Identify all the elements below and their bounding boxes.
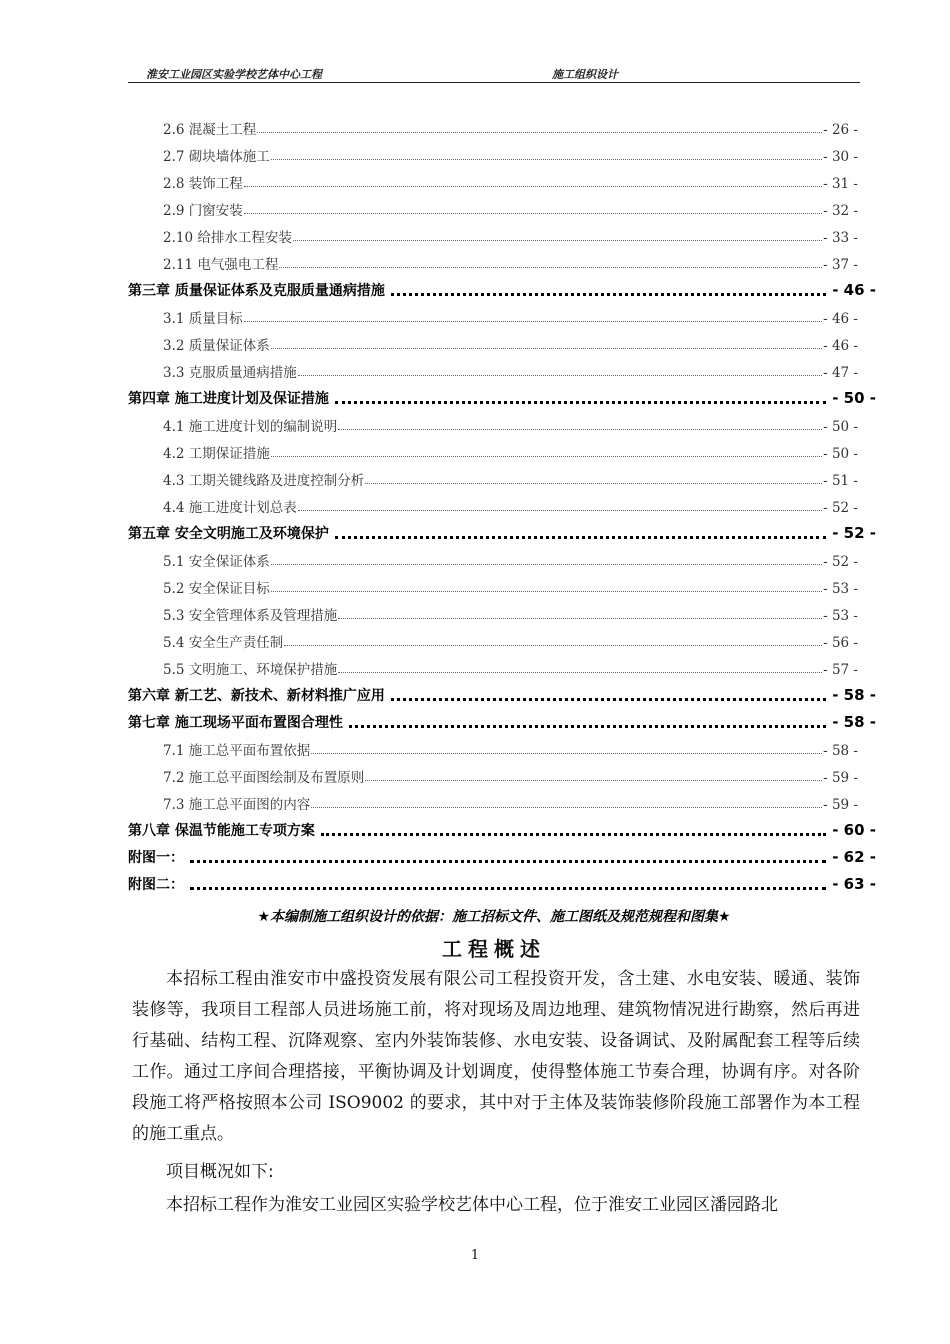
toc-entry-title: 5.4 安全生产责任制 (163, 635, 284, 651)
toc-leader-dots (190, 876, 826, 890)
toc-entry-page: - 33 - (823, 230, 858, 246)
toc-section-entry[interactable] (128, 793, 858, 820)
table-of-contents (128, 118, 876, 901)
toc-entry-title: 附图二： (128, 877, 184, 893)
toc-entry-title: 第四章 施工进度计划及保证措施 (128, 391, 329, 407)
project-overview-subhead: 项目概况如下: (166, 1162, 274, 1182)
toc-chapter-entry[interactable] (128, 820, 876, 847)
toc-entry-page: - 51 - (823, 473, 858, 489)
toc-entry-title: 7.3 施工总平面图的内容 (163, 797, 311, 813)
toc-entry-title: 3.1 质量目标 (163, 311, 243, 327)
toc-chapter-entry[interactable] (128, 280, 876, 307)
toc-entry-page: - 30 - (823, 149, 858, 165)
toc-entry-title: 第八章 保温节能施工专项方案 (128, 823, 315, 839)
toc-entry-title: 5.3 安全管理体系及管理措施 (163, 608, 338, 624)
toc-entry-title: 2.7 砌块墙体施工 (163, 149, 270, 165)
toc-chapter-entry[interactable] (128, 712, 876, 739)
toc-entry-title: 5.2 安全保证目标 (163, 581, 270, 597)
toc-leader-dots (190, 849, 826, 863)
toc-leader-dots (311, 743, 822, 754)
toc-section-entry[interactable] (128, 604, 858, 631)
toc-entry-page: - 50 - (832, 389, 876, 407)
toc-section-entry[interactable] (128, 415, 858, 442)
toc-entry-title: 4.2 工期保证措施 (163, 446, 270, 462)
toc-leader-dots (284, 635, 822, 646)
toc-entry-page: - 57 - (823, 662, 858, 678)
toc-section-entry[interactable] (128, 145, 858, 172)
toc-section-entry[interactable] (128, 226, 858, 253)
toc-entry-page: - 50 - (823, 419, 858, 435)
toc-entry-title: 2.6 混凝土工程 (163, 122, 257, 138)
toc-leader-dots (338, 662, 822, 673)
header-doc-type: 施工组织设计 (552, 68, 618, 81)
toc-entry-title: 2.11 电气强电工程 (163, 257, 279, 273)
toc-entry-page: - 46 - (832, 281, 876, 299)
toc-entry-title: 3.3 克服质量通病措施 (163, 365, 297, 381)
toc-section-entry[interactable] (128, 577, 858, 604)
toc-section-entry[interactable] (128, 334, 858, 361)
toc-entry-title: 第五章 安全文明施工及环境保护 (128, 526, 329, 542)
toc-entry-page: - 62 - (832, 848, 876, 866)
toc-chapter-entry[interactable] (128, 874, 876, 901)
toc-entry-title: 4.1 施工进度计划的编制说明 (163, 419, 338, 435)
toc-leader-dots (365, 473, 822, 484)
toc-section-entry[interactable] (128, 658, 858, 685)
toc-entry-page: - 58 - (823, 743, 858, 759)
toc-leader-dots (335, 525, 826, 539)
toc-leader-dots (293, 230, 822, 241)
toc-entry-page: - 47 - (823, 365, 858, 381)
toc-chapter-entry[interactable] (128, 388, 876, 415)
toc-chapter-entry[interactable] (128, 847, 876, 874)
toc-section-entry[interactable] (128, 496, 858, 523)
toc-section-entry[interactable] (128, 361, 858, 388)
toc-leader-dots (271, 338, 822, 349)
overview-body (132, 964, 860, 1150)
toc-chapter-entry[interactable] (128, 685, 876, 712)
toc-entry-page: - 56 - (823, 635, 858, 651)
toc-entry-page: - 58 - (832, 686, 876, 704)
toc-entry-title: 2.9 门窗安装 (163, 203, 243, 219)
toc-entry-page: - 58 - (832, 713, 876, 731)
toc-entry-title: 第三章 质量保证体系及克服质量通病措施 (128, 283, 385, 299)
toc-leader-dots (365, 770, 822, 781)
toc-entry-title: 4.3 工期关键线路及进度控制分析 (163, 473, 365, 489)
toc-entry-title: 2.10 给排水工程安装 (163, 230, 292, 246)
section-title: 工程概述 (442, 937, 546, 961)
toc-leader-dots (338, 419, 822, 430)
toc-entry-page: - 37 - (823, 257, 858, 273)
toc-entry-title: 3.2 质量保证体系 (163, 338, 270, 354)
toc-entry-page: - 52 - (823, 500, 858, 516)
toc-section-entry[interactable] (128, 199, 858, 226)
toc-entry-title: 第七章 施工现场平面布置图合理性 (128, 715, 343, 731)
toc-entry-title: 7.2 施工总平面图绘制及布置原则 (163, 770, 365, 786)
toc-leader-dots (257, 122, 822, 133)
toc-section-entry[interactable] (128, 442, 858, 469)
toc-entry-title: 7.1 施工总平面布置依据 (163, 743, 311, 759)
toc-entry-page: - 52 - (823, 554, 858, 570)
toc-leader-dots (271, 581, 822, 592)
toc-entry-page: - 53 - (823, 581, 858, 597)
toc-section-entry[interactable] (128, 631, 858, 658)
toc-entry-page: - 26 - (823, 122, 858, 138)
toc-section-entry[interactable] (128, 118, 858, 145)
toc-entry-page: - 53 - (823, 608, 858, 624)
toc-entry-title: 2.8 装饰工程 (163, 176, 243, 192)
toc-leader-dots (244, 176, 822, 187)
toc-entry-page: - 50 - (823, 446, 858, 462)
toc-section-entry[interactable] (128, 307, 858, 334)
toc-section-entry[interactable] (128, 766, 858, 793)
toc-leader-dots (244, 203, 822, 214)
toc-leader-dots (311, 797, 822, 808)
toc-leader-dots (335, 390, 826, 404)
toc-leader-dots (244, 311, 822, 322)
toc-leader-dots (338, 608, 822, 619)
toc-leader-dots (391, 687, 826, 701)
toc-entry-page: - 46 - (823, 338, 858, 354)
page-number: 1 (470, 1248, 480, 1263)
toc-chapter-entry[interactable] (128, 523, 876, 550)
toc-entry-page: - 46 - (823, 311, 858, 327)
toc-entry-title: 5.5 文明施工、环境保护措施 (163, 662, 338, 678)
toc-leader-dots (321, 822, 826, 836)
toc-leader-dots (298, 500, 822, 511)
toc-leader-dots (279, 257, 822, 268)
toc-entry-page: - 60 - (832, 821, 876, 839)
toc-entry-page: - 31 - (823, 176, 858, 192)
toc-section-entry[interactable] (128, 172, 858, 199)
toc-entry-page: - 52 - (832, 524, 876, 542)
toc-entry-page: - 59 - (823, 770, 858, 786)
toc-section-entry[interactable] (128, 469, 858, 496)
toc-leader-dots (349, 714, 826, 728)
overview-paragraph-2: 本招标工程作为淮安工业园区实验学校艺体中心工程，位于淮安工业园区潘园路北 (166, 1195, 778, 1215)
page-header (128, 66, 860, 82)
toc-leader-dots (271, 554, 822, 565)
toc-leader-dots (271, 149, 822, 160)
toc-entry-page: - 32 - (823, 203, 858, 219)
toc-entry-page: - 59 - (823, 797, 858, 813)
toc-section-entry[interactable] (128, 739, 858, 766)
toc-entry-title: 附图一： (128, 850, 184, 866)
overview-paragraph: 本招标工程由淮安市中盛投资发展有限公司工程投资开发，含土建、水电安装、暖通、装饰装修等，我项目工程部人员进场施工前，将对现场及周边地理、建筑物情况进行勘察，然后再进行基础、结构工程、沉降观察、室内外装饰装修、水电安装、设备调试、及附属配套工程等后续工作。通过工序间合理搭接，平衡协调及计划调度，使得整体施工节奏合理，协调有序。对各阶段施工将严格按照本公司 ISO9002 的要求，其中对于主体及装饰装修阶段施工部署作为本工程的施工重点。 (132, 969, 860, 1144)
header-divider (128, 82, 860, 83)
toc-leader-dots (391, 282, 826, 296)
toc-section-entry[interactable] (128, 550, 858, 577)
toc-section-entry[interactable] (128, 253, 858, 280)
toc-entry-title: 4.4 施工进度计划总表 (163, 500, 297, 516)
basis-note: ★本编制施工组织设计的依据：施工招标文件、施工图纸及规范规程和图集★ (257, 909, 731, 925)
toc-leader-dots (298, 365, 822, 376)
toc-entry-title: 第六章 新工艺、新技术、新材料推广应用 (128, 688, 385, 704)
toc-entry-title: 5.1 安全保证体系 (163, 554, 270, 570)
toc-entry-page: - 63 - (832, 875, 876, 893)
toc-leader-dots (271, 446, 822, 457)
header-project-name: 淮安工业园区实验学校艺体中心工程 (146, 68, 322, 81)
